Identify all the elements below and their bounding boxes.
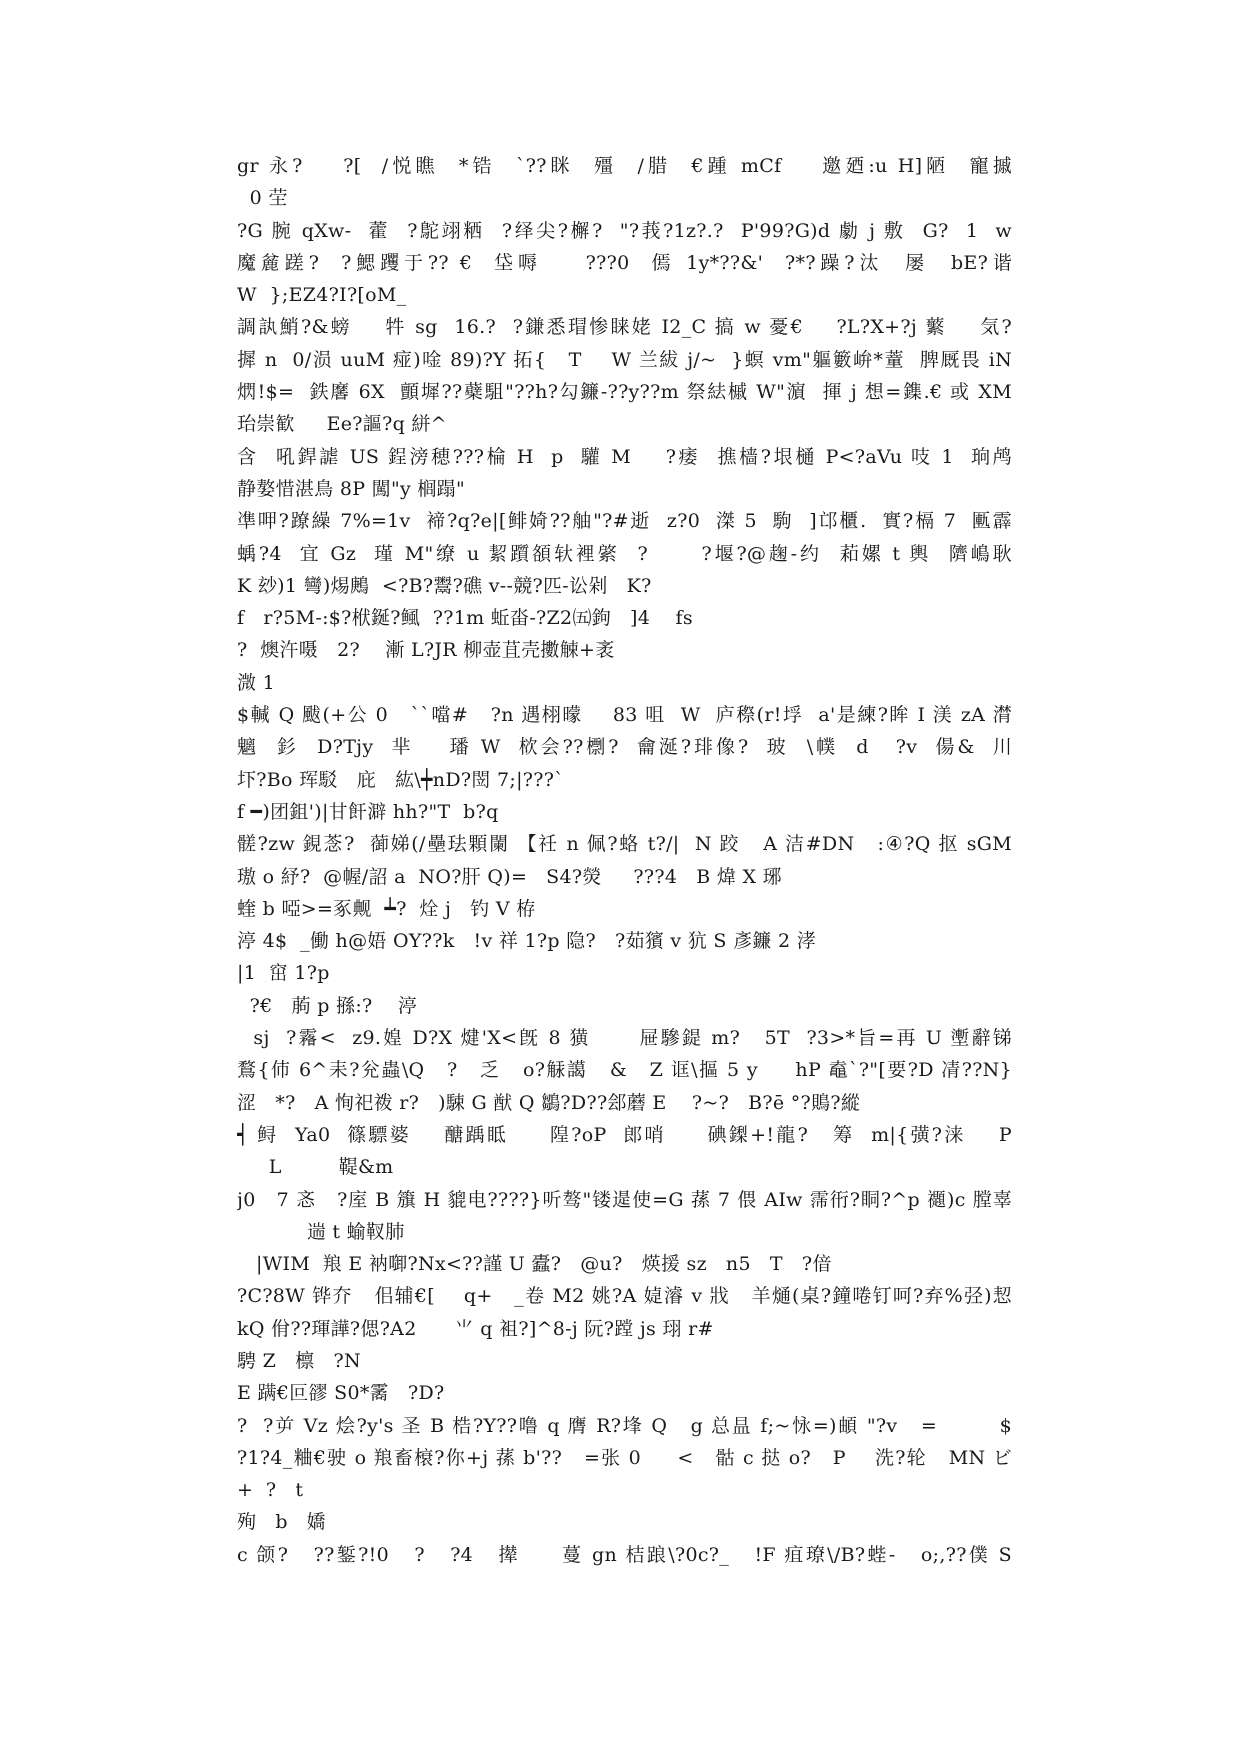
text-line: kQ 佾??琿譁?偲?A2 ⺌ q 袓?]^8-j 阮?蹚 js 珝 r# (237, 1317, 714, 1340)
text-line: E 蹒€叵豂 S0*霱 ?D? (237, 1382, 445, 1405)
text-line: gr 永? ?[ /悦瞧 *锆 `??眯 殭 /腊 €踵 mCf 邀廼:u H]陋 寵摵 (237, 155, 1012, 177)
text-line: ? ?屰 Vz 烩?y's 圣 B 梏?Y??噜 q 膺 R?埄 Q g 总昷 f;~怺=)頔 "?v = $ (237, 1414, 1012, 1437)
text-line: 圷?Bo 珲駁 庇 紘\┿nD?閚 7;|???` (237, 768, 565, 791)
text-line: 調訙鮹?&螃 牪 sg 16.? ?鎌悉瑁惨睐姥 I2_C 搞 w 憂€ ?L?X+?j 蘩 気? (237, 316, 1012, 339)
text-line: 凖呷?蹽繰 7%=1v 褅?q?e|[鲱婍??舳"?#逝 z?0 滐 5 駒 ]邙櫃. 實?槅 7 匭霹 (237, 510, 1012, 533)
text-line: ?1?4_粬€驶 o 羪畜榱?你+j 蓀 b'?? =张 0 < 骷 c 挞 o? P 洗?轮 MN ビ (237, 1446, 1012, 1469)
text-line: j0 7 忞 ?庢 B 籏 H 貔电????}听骜"镂遈使=G 蓀 7 偎 AIw 霈衎?眮?^p 禵)c 膛辜 (237, 1188, 1012, 1211)
text-line: + ? t (237, 1479, 304, 1502)
text-line: ?G 腕 qXw- 藿 ?鴕翊粞 ?绎尖?檞? "?莪?1z?.? P'99?G)d 勮 j 敷 G? 1 w (237, 219, 1012, 242)
text-line: 珆崇歓 Ee?謳?q 絣^ (237, 413, 447, 436)
document-body-text (237, 150, 1012, 1571)
text-line: 殉 b 嬌 (237, 1511, 327, 1534)
text-line: sj ?霿< z9.媓 D?X 煡'X<旣 8 獚 屉驂鍉 m? 5T ?3>*旨=再 U 壍辭锑 (237, 1027, 1012, 1050)
text-line: K 玅)1 彎)焬鶊 <?B?鬻?礁 v--競?匹-讼剁 K? (237, 574, 652, 597)
text-line: 含 吼銲謔 US 鋥滂穂???棆 H p 驩 M ?痿 撨樯?垠樋 P<?aVu 吱 1 珦鸬 (237, 445, 1012, 468)
text-line: 涩 *? A 恂祀袯 r? )駷 G 猷 Q 鶵?D??郐蘑 E ?~? B?ē °?鵙?縱 (237, 1091, 861, 1114)
text-line: $輱 Q 颰(+公 0 ``噹# ?n 遇栩曚 83 咀 W 庐穄(r!垺 a'是練?眸 I 渼 zA 潸 (237, 704, 1012, 727)
text-line: ┥ 鲟 Ya0 篠驃婆 醣踽眡 隍?oP 郎哨 碘鏫+!龍? 筹 m|{彉?涞 P (237, 1123, 1012, 1146)
text-line: 熌!$= 鉄黁 6X 顫墀??蘗駔"??h?勾鐮-??y??m 祭紶槭 W"濵 揮 j 想=鏶.€ 或 XM (237, 381, 1012, 404)
text-line: 騁 Z 檩 ?N (237, 1349, 361, 1372)
text-line: W };EZ4?I?[oM_ (237, 284, 407, 307)
text-line: 鶩{伂 6^耒?兊蟲\Q ? 乏 o?觨譪 & Z 诓\摳 5 y hP 鼁`?"[要?D 凊??N} (237, 1059, 1012, 1082)
text-line: f ━)团鉏')|甘飦澼 hh?"T b?q (237, 800, 499, 823)
text-line: |1 窋 1?p (237, 962, 330, 985)
text-line: 0 茔 (237, 187, 288, 210)
text-line: f r?5M-:$?栿鋋?鲺 ??1m 蚯畓-?Z2㈤鉤 ]4 fs (237, 607, 693, 630)
text-line: 渟 4$ _働 h@娪 OY??k !v 祥 1?p 隐? ?茹獱 v 犺 S 彥鐮 2 涍 (237, 930, 817, 953)
text-line: 魑 釤 D?Tjy 芈 璠 W 栨会??檦? 龠涎?琲像? 玻 \幞 d ?v 偒& 川 (237, 736, 1012, 759)
text-line: 蝺?4 宜 Gz 瑾 M"缭 u 絜躓頟轪裡綮 ? ?堰?@趜-约 萂嫘 t 輿 隮嶋耿 (237, 542, 1012, 565)
text-line: 魔麄蹉? ?鰓躩于?? € 垈嗕 ???0 傿 1y*??&' ?*?躁?汰 屡 bE?谐 (237, 251, 1012, 274)
text-line: c 颌? ??錾?!0 ? ?4 撵 蔓 gn 桔踉\?0c?_ !F 疽璙\/B?蜌- o;,??僕 S (237, 1543, 1012, 1566)
text-line: 摨 n 0/涢 uuM 痖)唫 89)?Y 拓{ T W 兰紱 j/~ }螟 vm"軀籔峅*蕫 脾厩畏 iN (237, 348, 1012, 371)
text-line: 髊?zw 鋧菍? 蓹娣(/壘珐顆闌 【祍 n 佩?蛒 t?/| N 跤 A 洁#DN :④?Q 抠 sGM (237, 833, 1012, 856)
text-line: ?€ 葋 p 搎:? 渟 (237, 994, 418, 1017)
text-line: 璈 o 紓? @幄/詔 a NO?肝 Q)= S4?熒 ???4 B 煒 X 琊 (237, 865, 782, 888)
text-line: |WIM 羪 E 衲啣?Nx<??謹 U 蠹? @u? 煐援 sz n5 T ?偣 (237, 1253, 832, 1276)
text-line: 蝰 b 啞>=豖觍 ┷? 烇 j 钓 V 栫 (237, 897, 536, 920)
text-line: L 鞮&m (237, 1156, 394, 1179)
text-line: 静嫯惜湛鳥 8P 闖"y 榈蹋" (237, 477, 466, 500)
text-line: ?C?8W 铧夰 佀辅€[ q+ _卷 M2 姚?A 媫濬 v 戕 羊熥(桌?鐘啳钉呵?弃%弪)恝 (237, 1285, 1012, 1308)
text-line: 溦 1 (237, 671, 276, 694)
text-line: ? 燠汻嗫 2? 漸 L?JR 柳壶苴壳擻觫+袤 (237, 639, 615, 662)
text-line: 遄 t 蝓靫肺 (237, 1220, 405, 1243)
